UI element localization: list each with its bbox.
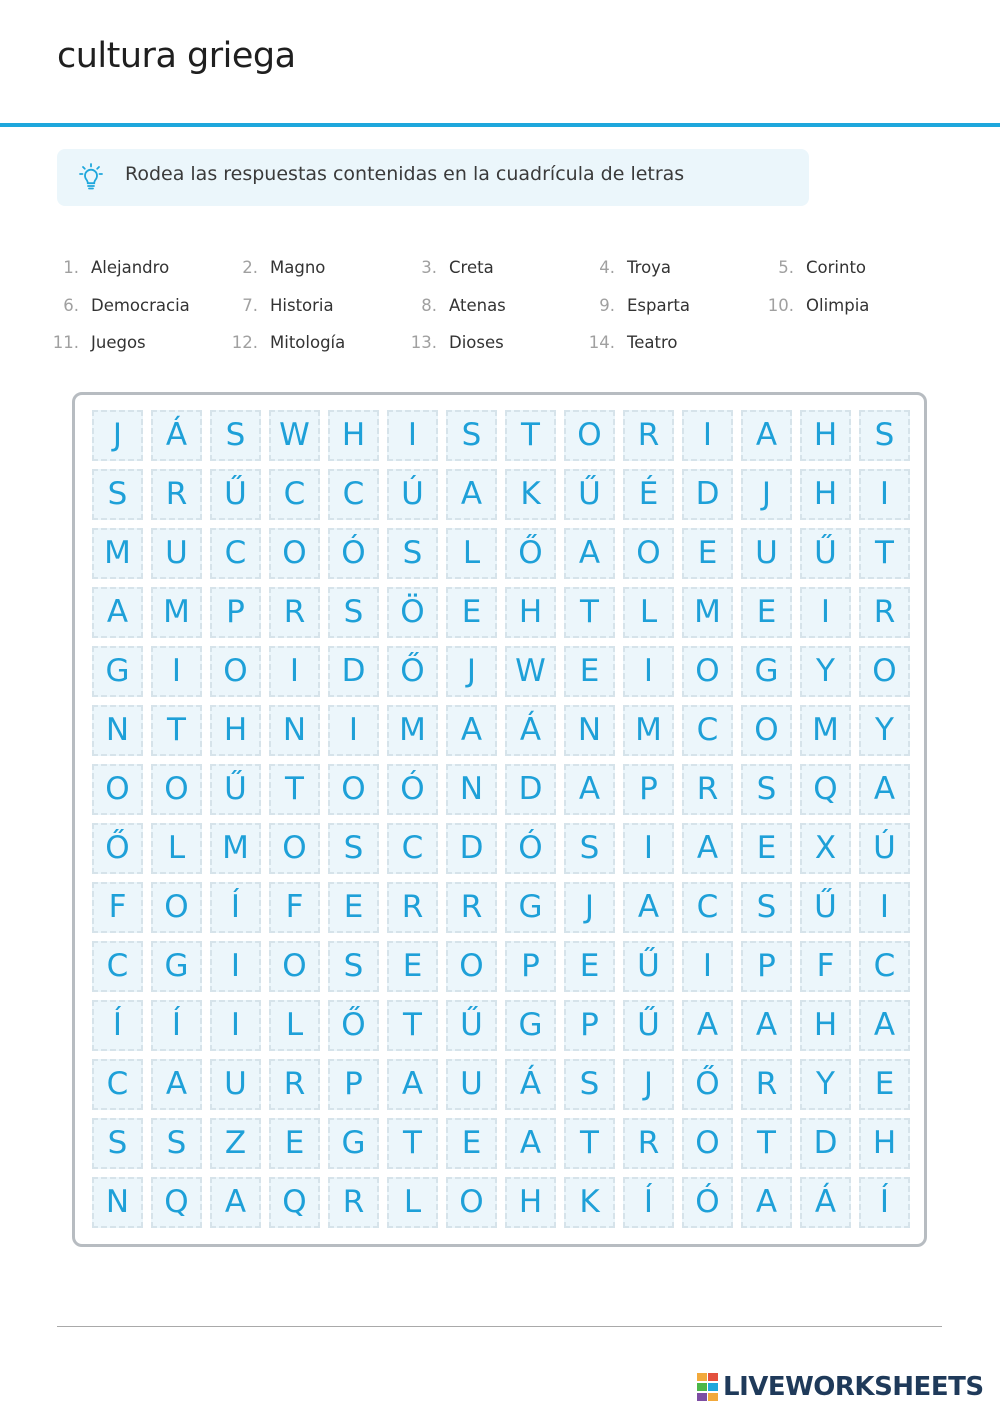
letter-cell[interactable]: G <box>328 1118 379 1169</box>
word-label: Creta <box>449 258 494 277</box>
letter-cell[interactable]: P <box>564 1000 615 1051</box>
word-label: Troya <box>627 258 672 277</box>
letter-cell[interactable]: X <box>800 823 851 874</box>
letter-cell[interactable]: S <box>210 410 261 461</box>
letter-cell[interactable]: O <box>269 823 320 874</box>
letter-cell[interactable]: J <box>564 882 615 933</box>
word-item <box>767 296 870 324</box>
letter-cell[interactable]: A <box>505 1118 556 1169</box>
letter-cell[interactable]: E <box>446 587 497 638</box>
letter-cell[interactable]: Q <box>269 1177 320 1228</box>
letter-cell[interactable]: O <box>446 1177 497 1228</box>
letter-cell[interactable]: G <box>741 646 792 697</box>
letter-cell[interactable]: Ő <box>92 823 143 874</box>
letter-cell[interactable]: O <box>741 705 792 756</box>
letter-cell[interactable]: Ó <box>387 764 438 815</box>
letter-cell[interactable]: Í <box>623 1177 674 1228</box>
letter-cell[interactable]: S <box>741 882 792 933</box>
letter-cell[interactable]: L <box>623 587 674 638</box>
letter-cell[interactable]: D <box>682 469 733 520</box>
letter-cell[interactable]: Á <box>505 1059 556 1110</box>
word-number: 8. <box>421 296 437 315</box>
letter-cell[interactable]: W <box>505 646 556 697</box>
letter-cell[interactable]: O <box>210 646 261 697</box>
letter-cell[interactable]: E <box>328 882 379 933</box>
letter-cell[interactable]: G <box>505 1000 556 1051</box>
letter-cell[interactable]: T <box>151 705 202 756</box>
letter-cell[interactable]: R <box>682 764 733 815</box>
word-number: 14. <box>588 333 615 352</box>
letter-cell[interactable]: Ű <box>564 469 615 520</box>
letter-cell[interactable]: O <box>859 646 910 697</box>
letter-cell[interactable]: T <box>564 1118 615 1169</box>
letter-cell[interactable]: A <box>741 1177 792 1228</box>
letter-cell[interactable]: M <box>800 705 851 756</box>
letter-cell[interactable]: M <box>210 823 261 874</box>
letter-cell[interactable]: I <box>623 823 674 874</box>
letter-cell[interactable]: A <box>210 1177 261 1228</box>
letter-cell[interactable]: O <box>328 764 379 815</box>
letter-cell[interactable]: P <box>623 764 674 815</box>
title-divider <box>0 123 1000 127</box>
letter-cell[interactable]: A <box>387 1059 438 1110</box>
letter-cell[interactable]: Í <box>210 882 261 933</box>
letter-cell[interactable]: E <box>564 646 615 697</box>
instruction-box <box>57 149 809 206</box>
letter-cell[interactable]: A <box>446 469 497 520</box>
letter-cell[interactable]: Z <box>210 1118 261 1169</box>
word-item <box>242 296 334 324</box>
letter-cell[interactable]: I <box>682 941 733 992</box>
word-number: 1. <box>63 258 79 277</box>
word-label: Juegos <box>91 333 146 352</box>
word-number: 2. <box>242 258 258 277</box>
letter-cell[interactable]: Ű <box>623 1000 674 1051</box>
letter-cell[interactable]: Ú <box>859 823 910 874</box>
word-item <box>63 296 190 324</box>
letter-cell[interactable]: Ö <box>387 587 438 638</box>
letter-cell[interactable]: F <box>92 882 143 933</box>
letter-cell[interactable]: R <box>387 882 438 933</box>
letter-cell[interactable]: A <box>682 1000 733 1051</box>
word-label: Historia <box>270 296 334 315</box>
letter-cell[interactable]: P <box>210 587 261 638</box>
letter-cell[interactable]: Á <box>151 410 202 461</box>
letter-cell[interactable]: Y <box>800 1059 851 1110</box>
word-item <box>410 333 504 361</box>
letter-cell[interactable]: C <box>682 705 733 756</box>
letter-cell[interactable]: I <box>859 882 910 933</box>
letter-cell[interactable]: O <box>623 528 674 579</box>
word-number: 11. <box>52 333 79 352</box>
letter-cell[interactable]: M <box>623 705 674 756</box>
word-number: 9. <box>599 296 615 315</box>
letter-cell[interactable]: R <box>446 882 497 933</box>
letter-cell[interactable]: F <box>269 882 320 933</box>
letter-cell[interactable]: C <box>210 528 261 579</box>
letter-cell[interactable]: S <box>328 941 379 992</box>
letter-cell[interactable]: Á <box>505 705 556 756</box>
letter-cell[interactable]: A <box>564 528 615 579</box>
letter-cell[interactable]: S <box>446 410 497 461</box>
letter-cell[interactable]: T <box>564 587 615 638</box>
word-item <box>242 258 326 286</box>
letter-cell[interactable]: D <box>800 1118 851 1169</box>
letter-cell[interactable]: M <box>92 528 143 579</box>
letter-cell[interactable]: E <box>269 1118 320 1169</box>
letter-cell[interactable]: É <box>623 469 674 520</box>
letter-cell[interactable]: O <box>269 528 320 579</box>
letter-cell[interactable]: E <box>859 1059 910 1110</box>
letter-cell[interactable]: U <box>741 528 792 579</box>
word-number: 7. <box>242 296 258 315</box>
letter-cell[interactable]: C <box>92 941 143 992</box>
letter-cell[interactable]: C <box>92 1059 143 1110</box>
letter-cell[interactable]: R <box>741 1059 792 1110</box>
letter-cell[interactable]: T <box>741 1118 792 1169</box>
letter-cell[interactable]: L <box>269 1000 320 1051</box>
word-number: 13. <box>410 333 437 352</box>
letter-cell[interactable]: A <box>92 587 143 638</box>
letter-cell[interactable]: E <box>387 941 438 992</box>
letter-cell[interactable]: E <box>564 941 615 992</box>
word-label: Magno <box>270 258 326 277</box>
word-label: Atenas <box>449 296 506 315</box>
letter-cell[interactable]: Í <box>859 1177 910 1228</box>
letter-cell[interactable]: M <box>682 587 733 638</box>
letter-cell[interactable]: Q <box>151 1177 202 1228</box>
letter-cell[interactable]: I <box>210 1000 261 1051</box>
word-label: Corinto <box>806 258 867 277</box>
letter-cell[interactable]: O <box>92 764 143 815</box>
letter-cell[interactable]: S <box>328 587 379 638</box>
word-label: Dioses <box>449 333 504 352</box>
page-title: cultura griega <box>57 36 296 76</box>
letter-cell[interactable]: I <box>859 469 910 520</box>
letter-cell[interactable]: E <box>741 823 792 874</box>
word-number: 3. <box>421 258 437 277</box>
letter-cell[interactable]: H <box>800 1000 851 1051</box>
letter-cell[interactable]: S <box>387 528 438 579</box>
letter-cell[interactable]: A <box>741 410 792 461</box>
letter-cell[interactable]: U <box>151 528 202 579</box>
letter-cell[interactable]: Í <box>92 1000 143 1051</box>
letter-cell[interactable]: Ó <box>682 1177 733 1228</box>
word-number: 6. <box>63 296 79 315</box>
word-number: 4. <box>599 258 615 277</box>
letter-cell[interactable]: Ó <box>328 528 379 579</box>
letter-cell[interactable]: A <box>859 1000 910 1051</box>
letter-cell[interactable]: U <box>210 1059 261 1110</box>
letter-cell[interactable]: T <box>387 1000 438 1051</box>
letter-cell[interactable]: A <box>151 1059 202 1110</box>
letter-cell[interactable]: E <box>446 1118 497 1169</box>
letter-cell[interactable]: N <box>446 764 497 815</box>
letter-cell[interactable]: S <box>328 823 379 874</box>
letter-cell[interactable]: S <box>741 764 792 815</box>
word-label: Alejandro <box>91 258 170 277</box>
letter-cell[interactable]: S <box>859 410 910 461</box>
letter-cell[interactable]: I <box>269 646 320 697</box>
letter-cell[interactable]: D <box>446 823 497 874</box>
word-number: 10. <box>767 296 794 315</box>
letter-cell[interactable]: T <box>387 1118 438 1169</box>
word-label: Teatro <box>627 333 678 352</box>
word-item <box>588 333 678 361</box>
letter-cell[interactable]: G <box>92 646 143 697</box>
letter-cell[interactable]: A <box>741 1000 792 1051</box>
letter-cell[interactable]: D <box>505 764 556 815</box>
letter-cell[interactable]: K <box>505 469 556 520</box>
letter-cell[interactable]: Y <box>859 705 910 756</box>
word-item <box>231 333 346 361</box>
letter-cell[interactable]: S <box>564 823 615 874</box>
letter-cell[interactable]: D <box>328 646 379 697</box>
word-label: Democracia <box>91 296 190 315</box>
letter-cell[interactable]: M <box>387 705 438 756</box>
word-label: Olimpia <box>806 296 870 315</box>
letter-cell[interactable]: H <box>210 705 261 756</box>
letter-cell[interactable]: H <box>859 1118 910 1169</box>
letter-cell[interactable]: T <box>505 410 556 461</box>
word-label: Mitología <box>270 333 346 352</box>
letter-cell[interactable]: K <box>564 1177 615 1228</box>
letter-cell[interactable]: I <box>623 646 674 697</box>
letter-cell[interactable]: F <box>800 941 851 992</box>
word-item <box>599 296 690 324</box>
letter-cell[interactable]: Q <box>800 764 851 815</box>
letter-cell[interactable]: A <box>446 705 497 756</box>
letter-cell[interactable]: I <box>682 410 733 461</box>
letter-cell[interactable]: P <box>328 1059 379 1110</box>
letter-cell[interactable]: H <box>505 1177 556 1228</box>
letter-cell[interactable]: C <box>269 469 320 520</box>
letter-cell[interactable]: R <box>328 1177 379 1228</box>
brand-logo[interactable] <box>697 1372 984 1402</box>
letter-cell[interactable]: W <box>269 410 320 461</box>
letter-cell[interactable]: T <box>859 528 910 579</box>
letter-cell[interactable]: S <box>92 1118 143 1169</box>
letter-cell[interactable]: O <box>682 1118 733 1169</box>
letter-cell[interactable]: A <box>682 823 733 874</box>
letter-cell[interactable]: O <box>564 410 615 461</box>
letter-cell[interactable]: Ű <box>800 528 851 579</box>
letter-cell[interactable]: R <box>269 587 320 638</box>
letter-cell[interactable]: E <box>741 587 792 638</box>
letter-cell[interactable]: H <box>505 587 556 638</box>
letter-cell[interactable]: C <box>682 882 733 933</box>
letter-cell[interactable]: N <box>92 705 143 756</box>
letter-cell[interactable]: G <box>505 882 556 933</box>
letter-cell[interactable]: Ű <box>210 469 261 520</box>
letter-cell[interactable]: O <box>151 764 202 815</box>
letter-cell[interactable]: H <box>328 410 379 461</box>
word-label: Esparta <box>627 296 690 315</box>
letter-cell[interactable]: R <box>623 1118 674 1169</box>
letter-cell[interactable]: A <box>564 764 615 815</box>
letter-cell[interactable]: C <box>387 823 438 874</box>
word-item <box>52 333 146 361</box>
letter-cell[interactable]: Ő <box>387 646 438 697</box>
letter-cell[interactable]: I <box>210 941 261 992</box>
letter-cell[interactable]: Ú <box>387 469 438 520</box>
footer-divider <box>57 1326 942 1327</box>
letter-cell[interactable]: Y <box>800 646 851 697</box>
letter-cell[interactable]: M <box>151 587 202 638</box>
letter-cell[interactable]: Ó <box>505 823 556 874</box>
lightbulb-icon <box>75 162 107 194</box>
letter-cell[interactable]: N <box>564 705 615 756</box>
letter-cell[interactable]: P <box>505 941 556 992</box>
letter-cell[interactable]: N <box>269 705 320 756</box>
letter-cell[interactable]: H <box>800 410 851 461</box>
letter-cell[interactable]: O <box>446 941 497 992</box>
letter-cell[interactable]: J <box>92 410 143 461</box>
word-item <box>421 258 494 286</box>
letter-cell[interactable]: J <box>446 646 497 697</box>
letter-cell[interactable]: R <box>859 587 910 638</box>
letter-cell[interactable]: Ű <box>623 941 674 992</box>
letter-cell[interactable]: R <box>151 469 202 520</box>
letter-cell[interactable]: L <box>151 823 202 874</box>
letter-cell[interactable]: Ő <box>505 528 556 579</box>
letter-cell[interactable]: C <box>328 469 379 520</box>
letter-cell[interactable]: R <box>623 410 674 461</box>
letter-cell[interactable]: R <box>269 1059 320 1110</box>
letter-cell[interactable]: C <box>859 941 910 992</box>
letter-cell[interactable]: I <box>387 410 438 461</box>
letter-cell[interactable]: Ű <box>210 764 261 815</box>
word-item <box>421 296 506 324</box>
letter-cell[interactable]: Ű <box>446 1000 497 1051</box>
letter-cell[interactable]: Ű <box>800 882 851 933</box>
letter-cell[interactable]: P <box>741 941 792 992</box>
letter-cell[interactable]: J <box>741 469 792 520</box>
word-number: 5. <box>778 258 794 277</box>
letter-cell[interactable]: Ő <box>328 1000 379 1051</box>
letter-cell[interactable]: I <box>328 705 379 756</box>
letter-cell[interactable]: G <box>151 941 202 992</box>
letter-cell[interactable]: U <box>446 1059 497 1110</box>
letter-cell[interactable]: N <box>92 1177 143 1228</box>
word-number: 12. <box>231 333 258 352</box>
word-item <box>778 258 867 286</box>
letter-cell[interactable]: L <box>446 528 497 579</box>
letter-cell[interactable]: Ő <box>682 1059 733 1110</box>
liveworksheets-logo-icon <box>697 1373 719 1401</box>
letter-cell[interactable]: O <box>269 941 320 992</box>
letter-cell[interactable]: E <box>682 528 733 579</box>
letter-cell[interactable]: L <box>387 1177 438 1228</box>
letter-cell[interactable]: I <box>151 646 202 697</box>
letter-cell[interactable]: A <box>859 764 910 815</box>
word-search-board <box>72 392 927 1247</box>
instruction-text: Rodea las respuestas contenidas en la cuadrícula de letras <box>125 163 685 185</box>
word-item <box>599 258 672 286</box>
letter-cell[interactable]: S <box>151 1118 202 1169</box>
letter-cell[interactable]: Í <box>151 1000 202 1051</box>
word-item <box>63 258 170 286</box>
brand-name: LIVEWORKSHEETS <box>723 1372 984 1402</box>
letter-cell[interactable]: I <box>800 587 851 638</box>
letter-cell[interactable]: T <box>269 764 320 815</box>
letter-cell[interactable]: Á <box>800 1177 851 1228</box>
letter-cell[interactable]: A <box>623 882 674 933</box>
letter-cell[interactable]: S <box>92 469 143 520</box>
letter-cell[interactable]: O <box>682 646 733 697</box>
letter-cell[interactable]: J <box>623 1059 674 1110</box>
letter-cell[interactable]: O <box>151 882 202 933</box>
letter-cell[interactable]: H <box>800 469 851 520</box>
letter-cell[interactable]: S <box>564 1059 615 1110</box>
